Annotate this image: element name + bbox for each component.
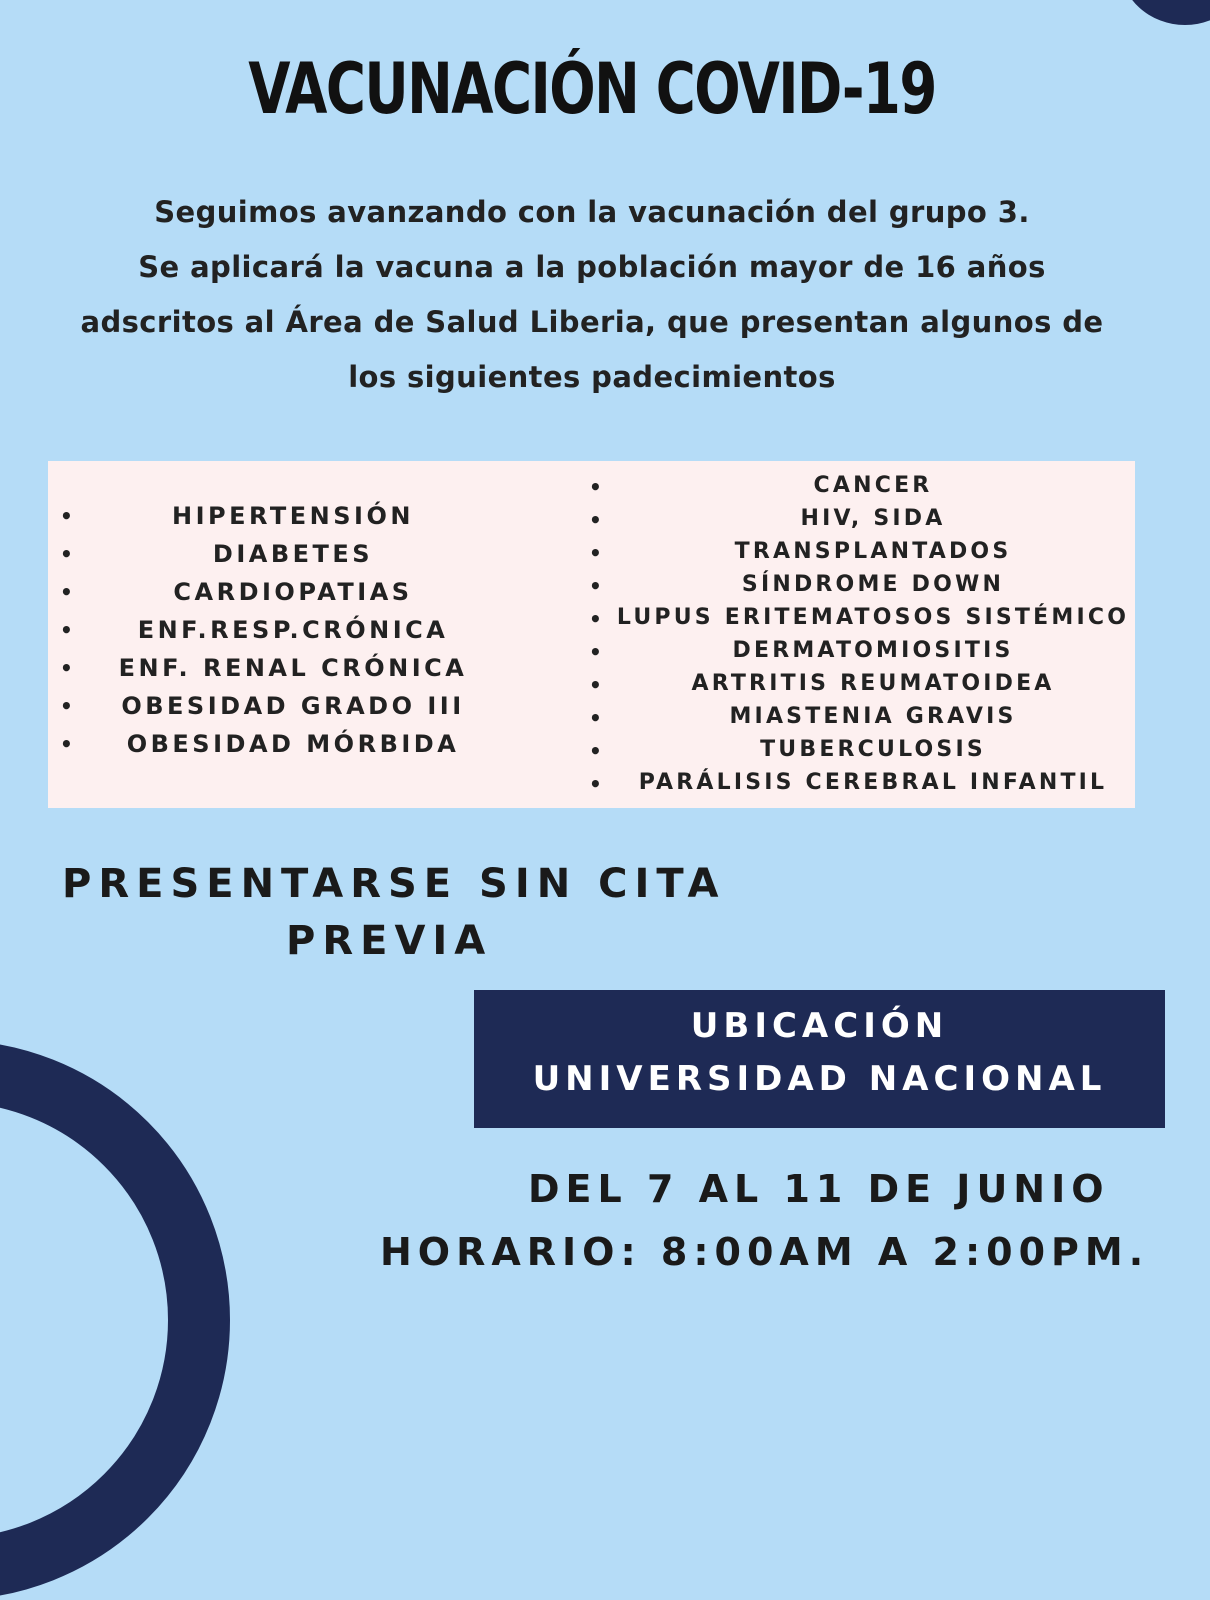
condition-label: DERMATOMIOSITIS [732,638,1014,663]
condition-item [48,616,568,654]
condition-label: CANCER [813,473,933,498]
condition-label: ENF.RESP.CRÓNICA [137,616,449,644]
bullet-icon: • [60,504,77,528]
condition-label: HIV, SIDA [800,506,946,531]
condition-item [583,770,1143,803]
intro-line: Seguimos avanzando con la vacunación del grupo 3. [154,195,1030,229]
schedule [380,1158,1180,1284]
condition-label: SÍNDROME DOWN [741,572,1005,597]
intro-line: Se aplicará la vacuna a la población mayor de 16 años [138,250,1046,284]
bullet-icon: • [589,574,605,598]
condition-label: TRANSPLANTADOS [734,539,1012,564]
conditions-list-left [48,502,568,768]
bullet-icon: • [589,607,605,631]
condition-label: MIASTENIA GRAVIS [729,704,1017,729]
schedule-hours: HORARIO: 8:00AM A 2:00PM. [380,1230,1150,1274]
intro-line: adscritos al Área de Salud Liberia, que presentan algunos de [80,305,1104,339]
condition-label: CARDIOPATIAS [173,578,413,606]
location-label: UBICACIÓN [690,1006,949,1046]
condition-item [48,502,568,540]
condition-item [48,692,568,730]
condition-item [583,605,1143,638]
bullet-icon: • [589,541,605,565]
condition-label: TUBERCULOSIS [760,737,986,762]
condition-item [583,671,1143,704]
condition-item [583,506,1143,539]
condition-item [583,638,1143,671]
bullet-icon: • [589,640,605,664]
page-title: VACUNACIÓN COVID-19 [248,48,936,130]
bullet-icon: • [60,542,77,566]
condition-item [583,704,1143,737]
walk-in-notice [62,856,762,970]
walk-in-line: PRESENTARSE SIN CITA [62,861,726,907]
bullet-icon: • [589,508,605,532]
ring-decoration [0,1040,230,1600]
bullet-icon: • [589,706,605,730]
condition-item [583,737,1143,770]
bullet-icon: • [60,618,77,642]
condition-item [583,473,1143,506]
condition-label: HIPERTENSIÓN [172,502,414,530]
condition-item [583,539,1143,572]
walk-in-line: PREVIA [286,918,493,964]
condition-item [48,578,568,616]
conditions-box [48,461,1135,808]
condition-label: OBESIDAD MÓRBIDA [126,730,460,758]
condition-label: ENF. RENAL CRÓNICA [118,654,468,682]
condition-item [48,540,568,578]
schedule-dates: DEL 7 AL 11 DE JUNIO [528,1167,1110,1211]
corner-decoration [1120,0,1210,25]
bullet-icon: • [60,732,77,756]
conditions-list-right [583,473,1143,803]
bullet-icon: • [589,673,605,697]
location-box [474,990,1165,1128]
bullet-icon: • [60,656,77,680]
condition-item [583,572,1143,605]
condition-label: PARÁLISIS CEREBRAL INFANTIL [638,770,1108,795]
intro-text [0,185,1184,405]
intro-line: los siguientes padecimientos [348,360,836,394]
bullet-icon: • [60,580,77,604]
condition-label: LUPUS ERITEMATOSOS SISTÉMICO [616,605,1130,630]
condition-item [48,654,568,692]
bullet-icon: • [60,694,77,718]
location-place: UNIVERSIDAD NACIONAL [532,1059,1107,1099]
condition-label: OBESIDAD GRADO III [121,692,465,720]
bullet-icon: • [589,739,605,763]
bullet-icon: • [589,475,605,499]
condition-item [48,730,568,768]
bullet-icon: • [589,772,605,796]
condition-label: ARTRITIS REUMATOIDEA [691,671,1055,696]
condition-label: DIABETES [212,540,374,568]
